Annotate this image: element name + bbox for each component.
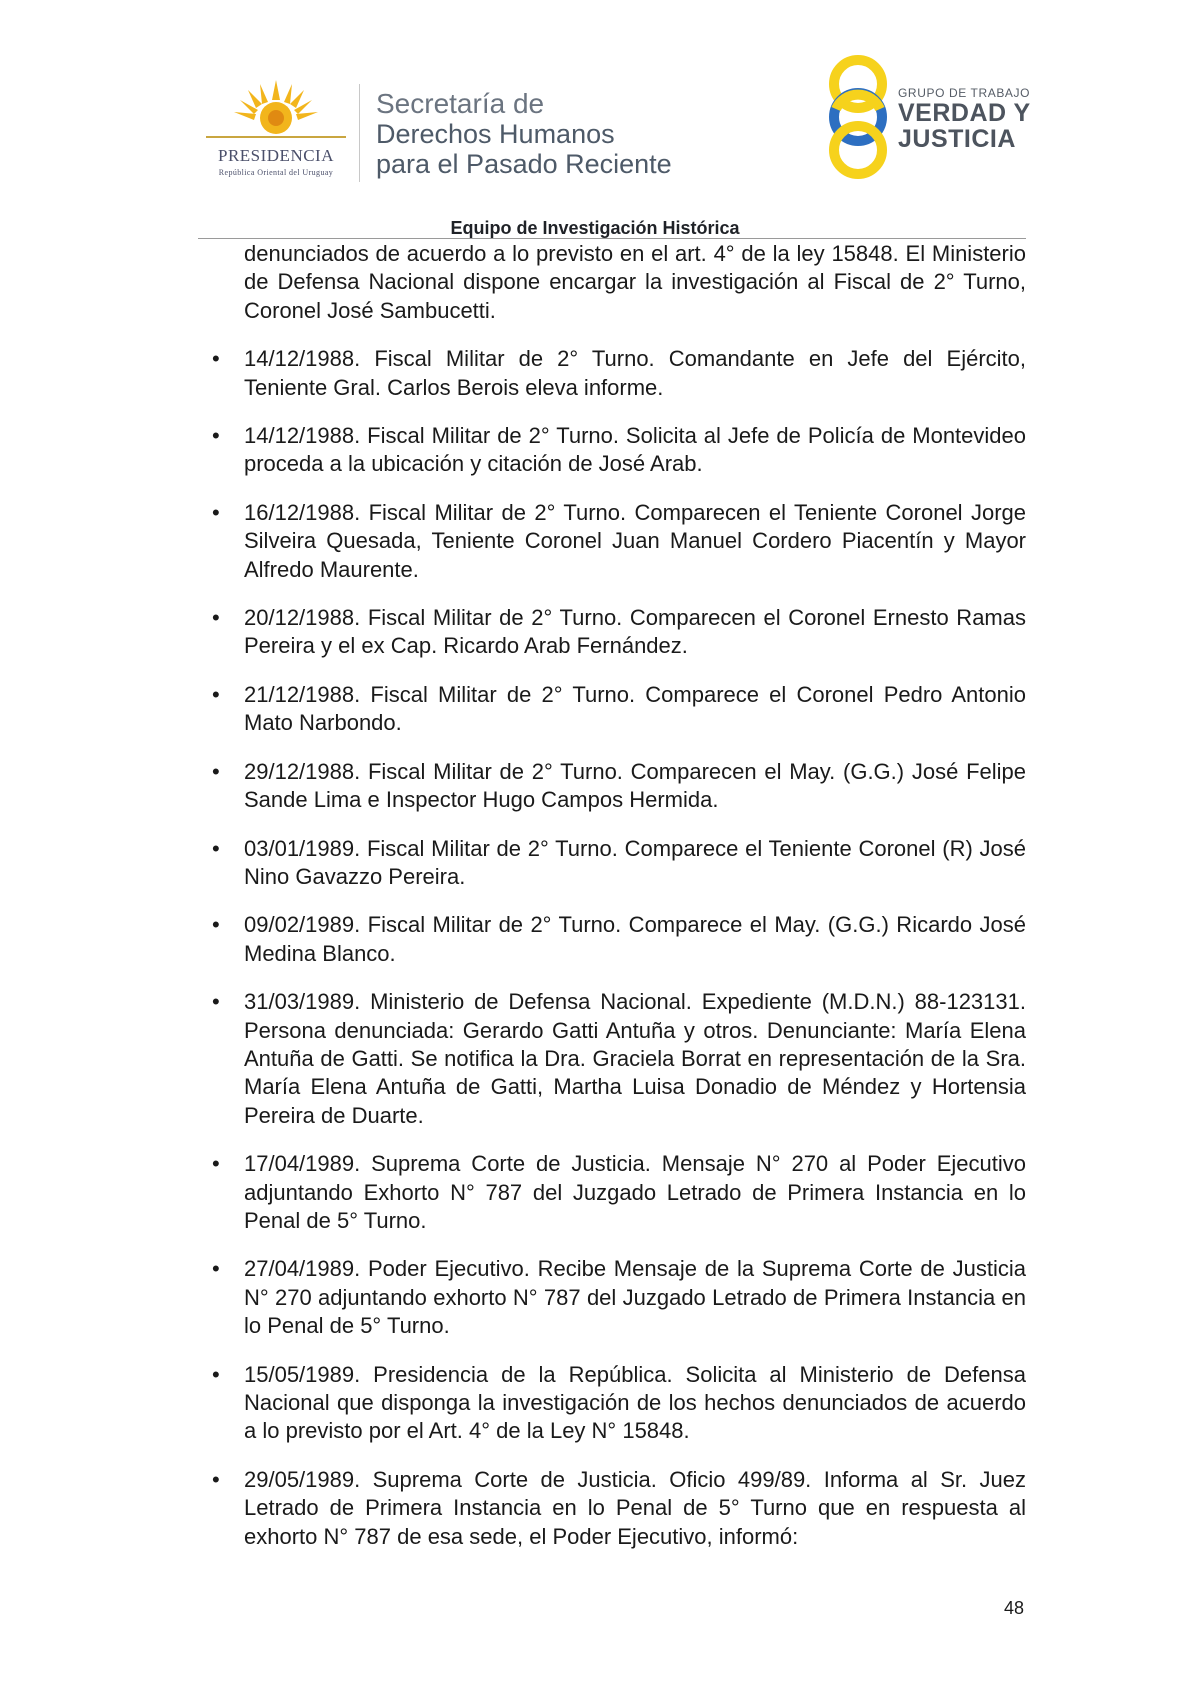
entry-text: 29/12/1988. Fiscal Militar de 2° Turno. Comparecen el May. (G.G.) José Felipe Sande Lima e Inspector Hugo Campos Hermida. <box>244 758 1026 813</box>
secretaria-line-2: Derechos Humanos <box>376 119 615 149</box>
entry-text: 29/05/1989. Suprema Corte de Justicia. Oficio 499/89. Informa al Sr. Juez Letrado de Primera Instancia en lo Penal de 5° Turno que en respuesta al exhorto N° 787 de esa sede, el Poder Ejecutivo, informó: <box>244 1466 1026 1549</box>
page-number: 48 <box>1004 1598 1025 1618</box>
entry-text: 14/12/1988. Fiscal Militar de 2° Turno. Comandante en Jefe del Ejército, Teniente Gral. Carlos Berois eleva informe. <box>244 346 1026 400</box>
bullet: • <box>212 605 220 631</box>
bullet: • <box>212 989 220 1015</box>
list-item <box>210 758 1026 815</box>
secretaria-line-1: Secretaría de <box>376 88 545 119</box>
bullet: • <box>212 1151 220 1177</box>
entry-text: 27/04/1989. Poder Ejecutivo. Recibe Mensaje de la Suprema Corte de Justicia N° 270 adjuntando exhorto N° 787 del Juzgado Letrado de Primera Instancia en lo Penal de 5° Turno. <box>244 1256 1026 1339</box>
list-item <box>210 422 1026 479</box>
interlocked-rings-icon <box>822 54 898 180</box>
list-item <box>210 345 1026 402</box>
bullet: • <box>212 1256 220 1282</box>
bullet: • <box>212 346 220 372</box>
verdad-label: VERDAD Y <box>898 99 1031 127</box>
bullet: • <box>212 835 220 861</box>
entry-text: 20/12/1988. Fiscal Militar de 2° Turno. Comparecen el Coronel Ernesto Ramas Pereira y el ex Cap. Ricardo Arab Fernández. <box>244 605 1026 659</box>
secretaria-title <box>376 90 672 178</box>
entry-text: 09/02/1989. Fiscal Militar de 2° Turno. Comparece el May. (G.G.) Ricardo José Medina Blanco. <box>244 912 1026 966</box>
list-item <box>210 681 1026 738</box>
bullet: • <box>212 423 220 449</box>
list-item <box>210 835 1026 892</box>
entry-text: 16/12/1988. Fiscal Militar de 2° Turno. Comparecen el Teniente Coronel Jorge Silveira Quesada, Teniente Coronel Juan Manuel Cordero Piacentín y Mayor Alfredo Maurente. <box>244 499 1026 582</box>
sun-emblem-icon <box>196 78 356 148</box>
entry-text: 14/12/1988. Fiscal Militar de 2° Turno. Solicita al Jefe de Policía de Montevideo proceda a la ubicación y citación de José Arab. <box>244 423 1026 477</box>
verdad-justicia-logo <box>822 54 1032 180</box>
document-body <box>210 240 1026 1551</box>
team-label: Equipo de Investigación Histórica <box>450 218 740 238</box>
page-header <box>0 0 1190 240</box>
bullet: • <box>212 1361 220 1387</box>
justicia-label: JUSTICIA <box>898 125 1016 153</box>
entry-text: 31/03/1989. Ministerio de Defensa Nacional. Expediente (M.D.N.) 88-123131. Persona denunciada: Gerardo Gatti Antuña y otros. Denunciante: María Elena Antuña de Gatti. Se notifica la Dra. Graciela Borrat en representación de la Sra. María Elena Antuña de Gatti, Martha Luisa Donadio de Méndez y Hortensia Pereira de Duarte. <box>244 989 1026 1128</box>
entry-text: 17/04/1989. Suprema Corte de Justicia. Mensaje N° 270 al Poder Ejecutivo adjuntando Exhorto N° 787 del Juzgado Letrado de Primera Instancia en lo Penal de 5° Turno. <box>244 1151 1026 1233</box>
list-item <box>210 988 1026 1130</box>
entry-text: 21/12/1988. Fiscal Militar de 2° Turno. Comparece el Coronel Pedro Antonio Mato Narbondo. <box>244 681 1026 736</box>
list-item <box>210 604 1026 661</box>
entry-text: 03/01/1989. Fiscal Militar de 2° Turno. Comparece el Teniente Coronel (R) José Nino Gavazzo Pereira. <box>244 835 1026 889</box>
header-rule <box>198 238 1026 239</box>
presidencia-logo <box>196 78 356 178</box>
continuation-paragraph: denunciados de acuerdo a lo previsto en el art. 4° de la ley 15848. El Ministerio de Defensa Nacional dispone encargar la investigación al Fiscal de 2° Turno, Coronel José Sambucetti. <box>244 241 1026 323</box>
presidencia-subtitle: República Oriental del Uruguay <box>218 168 334 177</box>
list-item <box>210 499 1026 584</box>
bullet: • <box>212 681 220 707</box>
list-item <box>210 1255 1026 1340</box>
bullet: • <box>212 758 220 784</box>
list-item <box>210 911 1026 968</box>
secretaria-line-3: para el Pasado Reciente <box>376 149 672 179</box>
bullet: • <box>212 1466 220 1492</box>
list-item <box>210 1466 1026 1551</box>
list-item <box>210 1361 1026 1446</box>
presidencia-label: PRESIDENCIA <box>217 146 334 165</box>
bullet: • <box>212 499 220 525</box>
list-item <box>210 1150 1026 1235</box>
chronology-list <box>210 345 1026 1551</box>
logo-divider <box>359 84 360 182</box>
verdad-justicia-text <box>898 86 1031 152</box>
entry-text: 15/05/1989. Presidencia de la República. Solicita al Ministerio de Defensa Nacional que disponga la investigación de los hechos denunciados de acuerdo a lo previsto por el Art. 4° de la Ley N° 15848. <box>244 1361 1026 1444</box>
bullet: • <box>212 912 220 938</box>
grupo-trabajo-label: GRUPO DE TRABAJO <box>898 86 1031 100</box>
